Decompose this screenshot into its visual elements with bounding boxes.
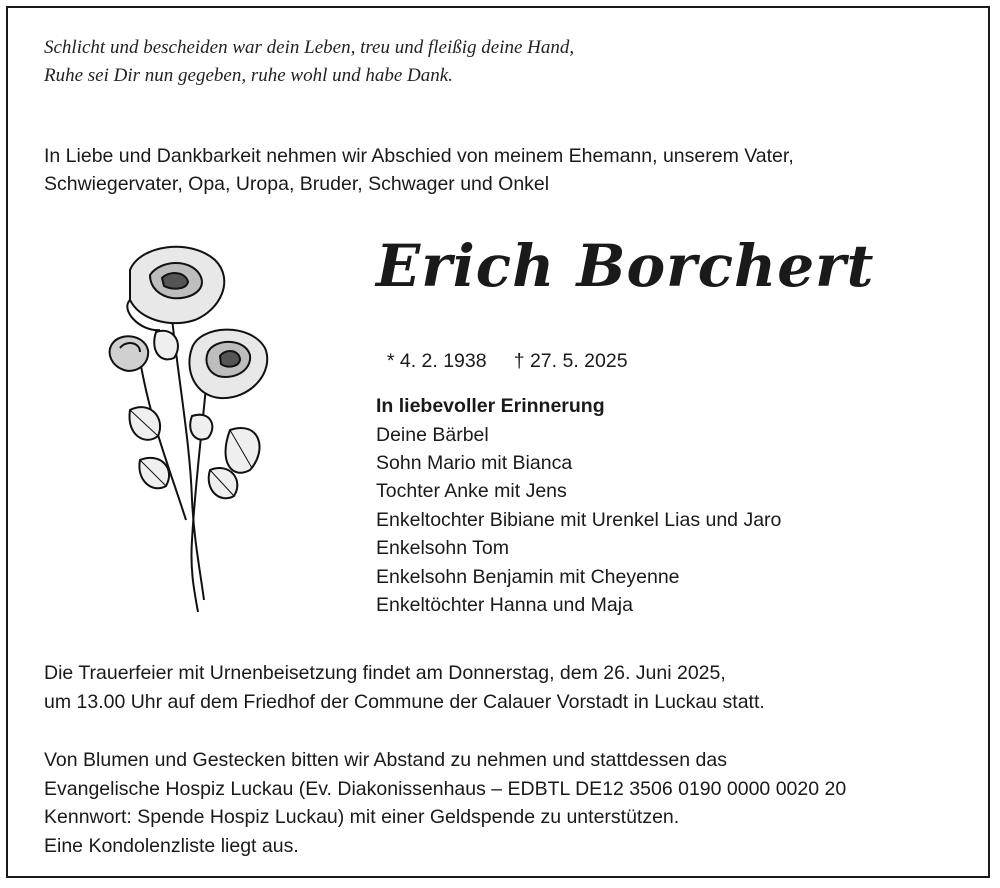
birth-date: * 4. 2. 1938 <box>386 350 487 372</box>
donation-line-2: Evangelische Hospiz Luckau (Ev. Diakonissenhaus – EDBTL DE12 3506 0190 0000 0020 20 <box>44 778 847 800</box>
intro-line-1: In Liebe und Dankbarkeit nehmen wir Abschied von meinem Ehemann, unserem Vater, <box>44 145 794 167</box>
mourner-4: Enkeltochter Bibiane mit Urenkel Lias und Jaro <box>376 509 782 531</box>
deceased-name: Erich Borchert <box>376 232 875 300</box>
rose-illustration <box>100 240 280 620</box>
donation-line-1: Von Blumen und Gestecken bitten wir Abstand zu nehmen und stattdessen das <box>44 749 727 771</box>
mourner-7: Enkeltöchter Hanna und Maja <box>376 594 633 616</box>
intro-line-2: Schwiegervater, Opa, Uropa, Bruder, Schwager und Onkel <box>44 173 550 195</box>
death-date: † 27. 5. 2025 <box>513 350 628 372</box>
motto-line-2: Ruhe sei Dir nun gegeben, ruhe wohl und habe Dank. <box>44 65 453 86</box>
mourner-3: Tochter Anke mit Jens <box>376 480 567 502</box>
mourner-1: Deine Bärbel <box>376 424 489 446</box>
rose-bloom-middle <box>189 330 267 398</box>
rose-bud <box>110 336 149 371</box>
mourner-5: Enkelsohn Tom <box>376 537 509 559</box>
motto-line-1: Schlicht und bescheiden war dein Leben, treu und fleißig deine Hand, <box>44 37 575 58</box>
life-dates <box>376 318 628 376</box>
ceremony-line-1: Die Trauerfeier mit Urnenbeisetzung findet am Donnerstag, dem 26. Juni 2025, <box>44 662 726 684</box>
mourners-heading: In liebevoller Erinnerung <box>376 395 605 417</box>
mourner-6: Enkelsohn Benjamin mit Cheyenne <box>376 566 680 588</box>
ceremony-line-2: um 13.00 Uhr auf dem Friedhof der Commune der Calauer Vorstadt in Luckau statt. <box>44 691 765 713</box>
condolence-list-note: Eine Kondolenzliste liegt aus. <box>44 835 299 857</box>
mourner-2: Sohn Mario mit Bianca <box>376 452 573 474</box>
rose-bloom-top <box>127 247 224 330</box>
donation-line-3: Kennwort: Spende Hospiz Luckau) mit einer Geldspende zu unterstützen. <box>44 806 680 828</box>
